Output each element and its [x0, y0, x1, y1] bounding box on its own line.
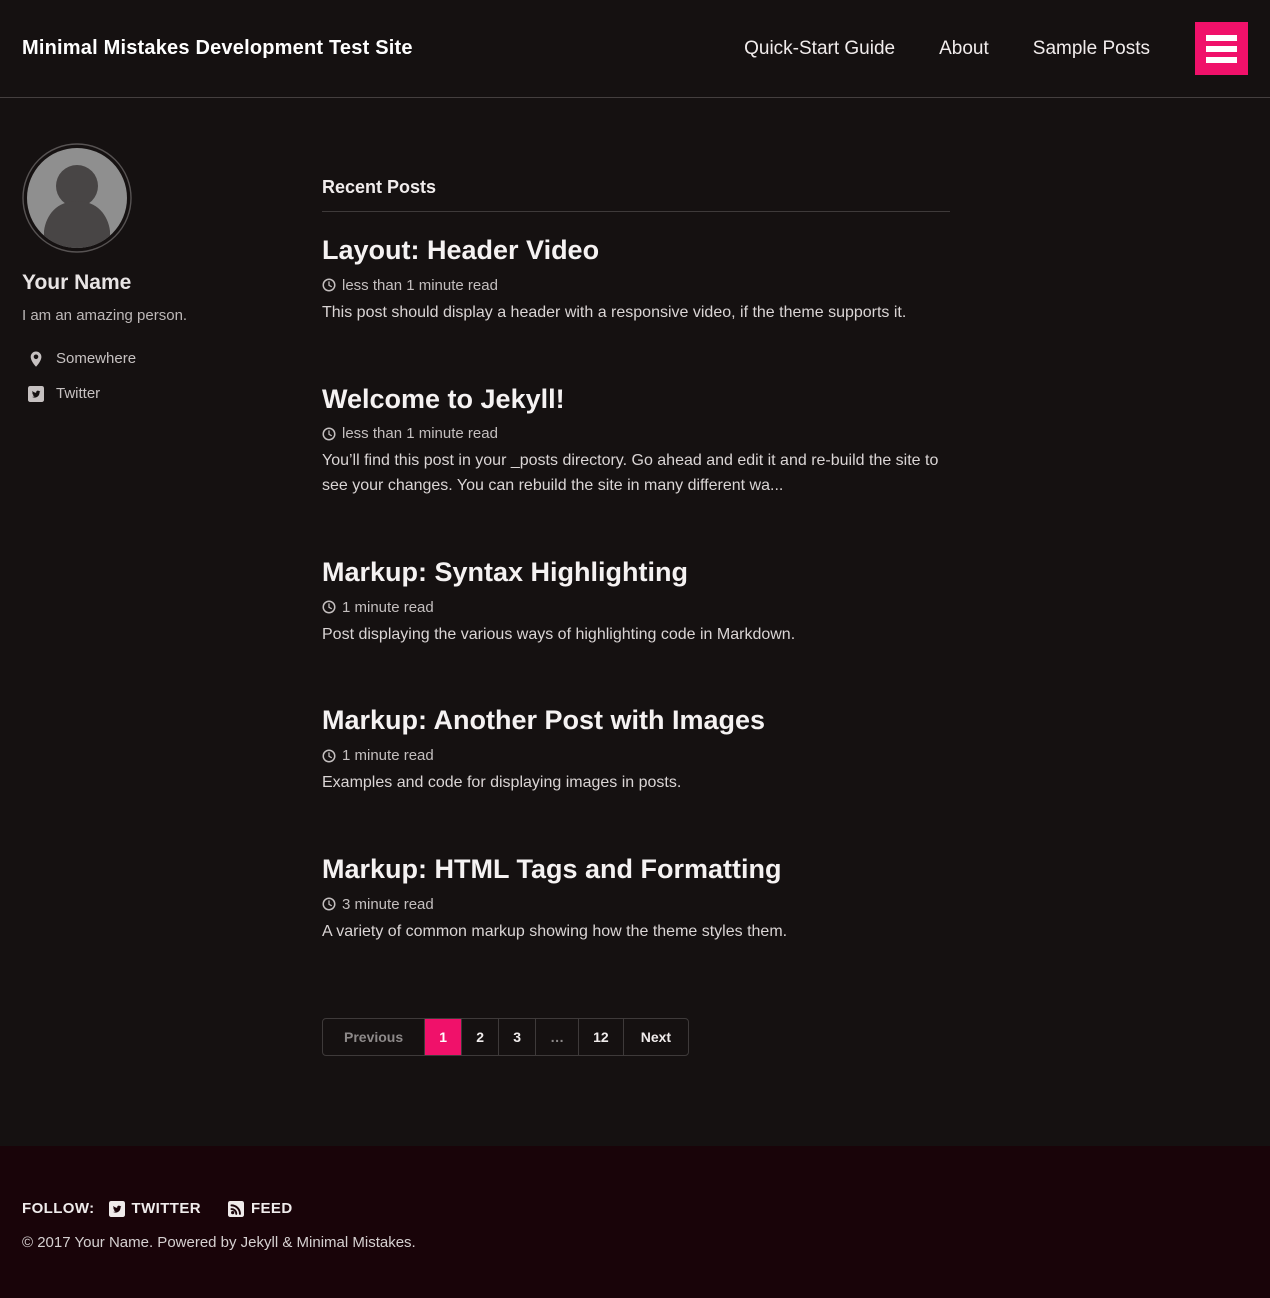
author-location [22, 350, 322, 367]
pagination-previous: Previous [323, 1019, 425, 1055]
post-meta [322, 747, 950, 764]
post-title-link[interactable]: Welcome to Jekyll! [322, 383, 565, 414]
post-meta [322, 277, 950, 294]
footer-twitter-label: TWITTER [131, 1200, 201, 1217]
author-sidebar [22, 143, 322, 402]
read-time: 1 minute read [342, 598, 434, 616]
post-excerpt: A variety of common markup showing how the theme styles them. [322, 922, 788, 940]
avatar [22, 143, 322, 253]
author-links [22, 350, 322, 402]
clock-icon [322, 897, 336, 911]
post-meta [322, 599, 950, 616]
location-pin-icon [28, 351, 44, 367]
post-title-link[interactable]: Markup: Another Post with Images [322, 705, 766, 736]
content-area [0, 98, 1270, 1146]
post-meta [322, 896, 950, 913]
follow-row [22, 1200, 1248, 1217]
post-title-link[interactable]: Layout: Header Video [322, 235, 600, 265]
site-title-link[interactable]: Minimal Mistakes Development Test Site [22, 37, 413, 59]
author-twitter-link[interactable] [22, 385, 322, 402]
main-column [322, 177, 950, 1056]
clock-icon [322, 600, 336, 614]
author-bio: I am an amazing person. [22, 307, 188, 324]
twitter-square-icon [109, 1201, 125, 1217]
nav-quick-start-guide[interactable]: Quick-Start Guide [744, 37, 896, 59]
post-excerpt: You’ll find this post in your _posts directory. Go ahead and edit it and re-build the site to see your changes. You can rebuild the site in many different wa... [322, 452, 939, 495]
author-twitter-label: Twitter [56, 385, 101, 402]
read-time: less than 1 minute read [342, 276, 498, 294]
pagination-page-3[interactable]: 3 [499, 1019, 536, 1055]
copyright-text: © 2017 Your Name. Powered by Jekyll & Minimal Mistakes. [22, 1234, 416, 1251]
clock-icon [322, 278, 336, 292]
post-excerpt: Post displaying the various ways of highlighting code in Markdown. [322, 625, 796, 643]
post-list-item [322, 704, 950, 796]
primary-nav [744, 38, 1150, 60]
post-title-link[interactable]: Markup: Syntax Highlighting [322, 556, 689, 587]
pagination-ellipsis: … [536, 1019, 579, 1055]
menu-toggle-button[interactable] [1195, 22, 1248, 75]
clock-icon [322, 749, 336, 763]
hamburger-icon [1206, 35, 1237, 41]
pagination-page-1[interactable]: 1 [425, 1019, 462, 1055]
pagination-page-2[interactable]: 2 [462, 1019, 499, 1055]
author-location-label: Somewhere [56, 350, 137, 367]
author-name: Your Name [22, 271, 132, 294]
twitter-square-icon [28, 386, 44, 402]
post-excerpt: Examples and code for displaying images in posts. [322, 774, 682, 792]
footer-twitter-link[interactable] [109, 1200, 201, 1217]
recent-posts-heading: Recent Posts [322, 177, 950, 212]
clock-icon [322, 427, 336, 441]
nav-sample-posts[interactable]: Sample Posts [1032, 37, 1150, 59]
post-list-item [322, 853, 950, 945]
read-time: 1 minute read [342, 747, 434, 765]
footer-feed-label: FEED [250, 1200, 293, 1217]
post-meta [322, 425, 950, 442]
post-excerpt: This post should display a header with a responsive video, if the theme supports it. [322, 303, 907, 321]
post-title-link[interactable]: Markup: HTML Tags and Formatting [322, 853, 782, 884]
footer-feed-link[interactable] [228, 1200, 293, 1217]
pagination [322, 1018, 689, 1056]
pagination-next[interactable]: Next [640, 1028, 672, 1045]
post-list-item [322, 383, 950, 499]
masthead [0, 0, 1270, 98]
read-time: less than 1 minute read [342, 425, 498, 443]
pagination-page-12[interactable]: 12 [579, 1019, 624, 1055]
rss-square-icon [228, 1201, 244, 1217]
read-time: 3 minute read [342, 895, 434, 913]
nav-about[interactable]: About [939, 37, 989, 59]
post-list-item [322, 556, 950, 648]
post-list-item [322, 234, 950, 326]
site-footer [0, 1146, 1270, 1298]
follow-label: FOLLOW: [22, 1200, 95, 1217]
